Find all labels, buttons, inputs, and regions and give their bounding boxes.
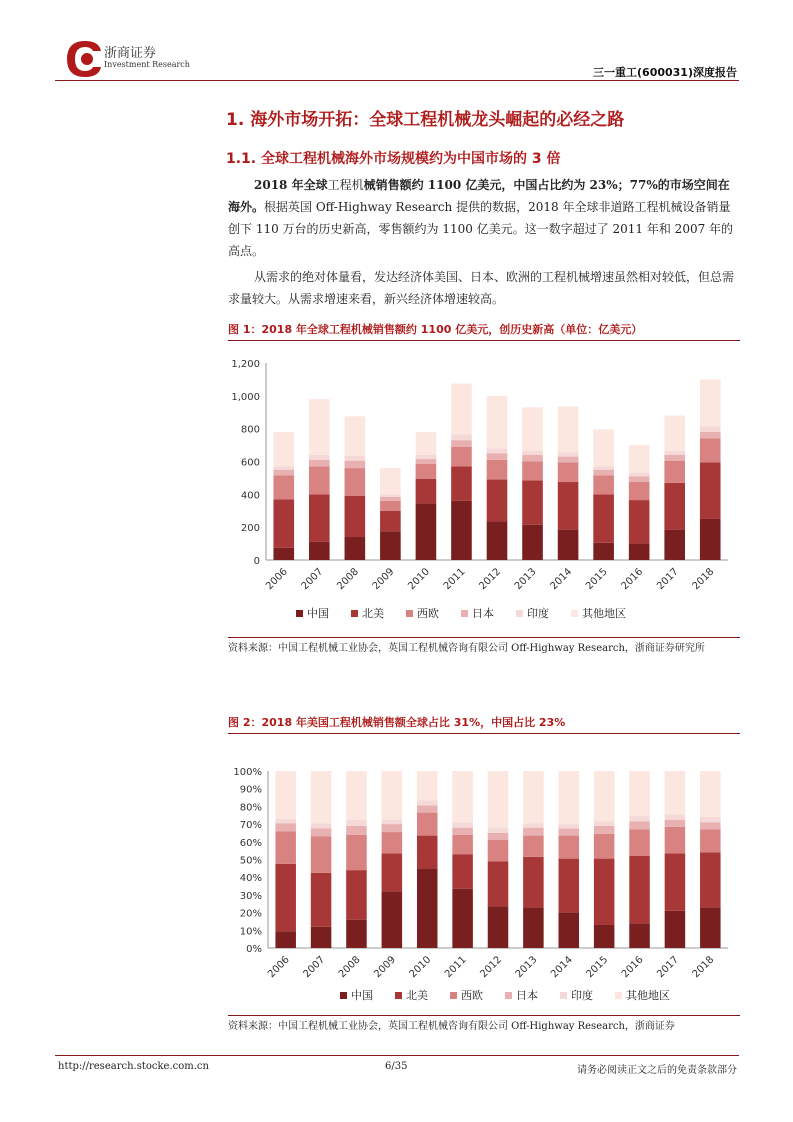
bar-segment xyxy=(664,461,685,483)
x-tick-label: 2011 xyxy=(442,954,469,981)
bar-segment xyxy=(558,482,579,530)
bar-segment xyxy=(629,923,650,948)
legend-label: 中国 xyxy=(307,607,329,620)
bar-segment xyxy=(558,407,579,453)
bar-segment xyxy=(452,854,473,889)
bar-segment xyxy=(416,459,437,464)
bar-segment xyxy=(664,455,685,461)
bar-segment xyxy=(417,771,438,800)
bar-segment xyxy=(417,800,438,805)
bar-segment xyxy=(382,824,403,832)
legend-label: 北美 xyxy=(362,607,384,620)
footer-divider xyxy=(55,1055,739,1056)
bar-segment xyxy=(417,868,438,948)
bar-segment xyxy=(629,544,650,560)
y-tick-label: 90% xyxy=(239,784,262,796)
bar-segment xyxy=(487,453,508,460)
legend-swatch xyxy=(351,610,358,617)
legend-label: 日本 xyxy=(472,607,494,620)
bar-segment xyxy=(345,416,366,455)
bar-segment xyxy=(380,511,401,532)
legend-label: 印度 xyxy=(527,607,549,620)
x-tick-label: 2011 xyxy=(441,566,468,593)
paragraph-1 xyxy=(228,174,740,262)
bar-segment xyxy=(487,460,508,480)
bar-segment xyxy=(309,399,330,455)
bar-segment xyxy=(309,542,330,560)
bar-segment xyxy=(700,519,721,560)
bar-segment xyxy=(629,500,650,544)
bar-segment xyxy=(594,834,615,859)
bar-segment xyxy=(629,816,650,821)
bar-segment xyxy=(522,407,543,451)
bar-segment xyxy=(309,460,330,467)
bar-segment xyxy=(416,455,437,459)
bar-segment xyxy=(417,806,438,813)
y-tick-label: 0% xyxy=(246,944,262,955)
bar-segment xyxy=(311,927,332,948)
bar-segment xyxy=(488,828,509,833)
bar-segment xyxy=(559,824,580,828)
bar-segment xyxy=(523,857,544,907)
bar-segment xyxy=(275,771,296,819)
y-tick-label: 1,200 xyxy=(231,359,260,370)
bar-segment xyxy=(451,434,472,440)
bar-segment xyxy=(594,826,615,834)
legend-swatch xyxy=(461,610,468,617)
bar-segment xyxy=(382,891,403,948)
legend-swatch xyxy=(395,992,402,999)
bar-segment xyxy=(593,475,614,494)
bar-segment xyxy=(452,771,473,822)
bar-segment xyxy=(452,835,473,854)
paragraph-2: 从需求的绝对体量看，发达经济体美国、日本、欧洲的工程机械增速虽然相对较低，但总需求量较大。从需求增速来看，新兴经济体增速较高。 xyxy=(228,270,735,306)
bar-segment xyxy=(380,501,401,511)
x-tick-label: 2008 xyxy=(336,954,363,981)
x-tick-label: 2017 xyxy=(655,566,681,593)
figure-2-title: 图 2：2018 年美国工程机械销售额全球占比 31%，中国占比 23% xyxy=(228,716,566,729)
bar-segment xyxy=(345,468,366,496)
bar-segment xyxy=(346,826,367,835)
bar-segment xyxy=(380,497,401,501)
x-tick-label: 2016 xyxy=(619,566,646,593)
x-tick-label: 2016 xyxy=(619,954,646,981)
bar-segment xyxy=(629,445,650,473)
bar-segment xyxy=(273,499,294,547)
header-divider xyxy=(55,80,739,81)
bar-segment xyxy=(488,861,509,906)
x-tick-label: 2014 xyxy=(548,566,575,593)
bar-segment xyxy=(275,931,296,948)
bar-segment xyxy=(382,771,403,820)
legend-swatch xyxy=(560,992,567,999)
y-tick-label: 30% xyxy=(239,890,262,902)
bar-segment xyxy=(487,521,508,560)
bar-segment xyxy=(273,432,294,466)
x-tick-label: 2006 xyxy=(264,566,290,593)
bar-segment xyxy=(380,468,401,494)
bar-segment xyxy=(700,829,721,852)
bar-segment xyxy=(629,829,650,856)
bar-segment xyxy=(416,503,437,560)
bar-segment xyxy=(700,771,721,817)
bar-segment xyxy=(309,466,330,494)
bar-segment xyxy=(451,466,472,500)
bar-segment xyxy=(452,828,473,835)
bar-segment xyxy=(346,920,367,948)
bar-segment xyxy=(311,873,332,927)
bar-segment xyxy=(593,429,614,466)
x-tick-label: 2008 xyxy=(335,566,361,593)
bar-segment xyxy=(593,466,614,469)
bar-segment xyxy=(346,771,367,820)
legend-label: 西欧 xyxy=(417,607,439,620)
legend-label: 其他地区 xyxy=(626,989,670,1002)
bar-segment xyxy=(416,464,437,479)
bar-segment xyxy=(665,814,686,819)
bar-segment xyxy=(665,827,686,854)
bar-segment xyxy=(629,856,650,923)
subsection-heading: 1.1. 全球工程机械海外市场规模约为中国市场的 3 倍 xyxy=(226,151,561,167)
bar-segment xyxy=(700,852,721,907)
y-tick-label: 100% xyxy=(233,767,262,778)
x-tick-label: 2010 xyxy=(406,566,433,593)
bar-segment xyxy=(452,889,473,948)
legend-swatch xyxy=(571,610,578,617)
bar-segment xyxy=(664,530,685,560)
bar-segment xyxy=(345,496,366,537)
bar-segment xyxy=(523,907,544,948)
bar-segment xyxy=(311,823,332,828)
bar-segment xyxy=(275,864,296,931)
legend-swatch xyxy=(296,610,303,617)
bar-segment xyxy=(629,482,650,500)
bar-segment xyxy=(522,480,543,524)
bar-segment xyxy=(522,525,543,560)
bar-segment xyxy=(629,473,650,476)
y-tick-label: 60% xyxy=(239,837,262,849)
legend-label: 中国 xyxy=(351,989,373,1002)
bar-segment xyxy=(594,859,615,925)
legend-label: 北美 xyxy=(406,989,428,1002)
bar-segment xyxy=(593,470,614,476)
report-title: 三一重工(600031)深度报告 xyxy=(593,66,737,79)
bar-segment xyxy=(522,451,543,455)
bar-segment xyxy=(451,447,472,467)
x-tick-label: 2015 xyxy=(583,566,610,593)
p1-bold-a: 2018 年全球 xyxy=(254,178,328,192)
bar-segment xyxy=(594,925,615,948)
x-tick-label: 2009 xyxy=(370,566,397,593)
bar-segment xyxy=(488,771,509,828)
bar-segment xyxy=(416,479,437,504)
y-tick-label: 0 xyxy=(253,556,260,567)
bar-segment xyxy=(629,821,650,829)
figure-2-bottom-rule xyxy=(228,1015,740,1016)
bar-segment xyxy=(700,907,721,948)
x-tick-label: 2013 xyxy=(513,954,540,981)
figure-1-source: 资料来源：中国工程机械工业协会，英国工程机械咨询有限公司 Off-Highway Research，浙商证券研究所 xyxy=(228,643,705,654)
bar-segment xyxy=(523,828,544,836)
bar-segment xyxy=(665,820,686,827)
footer-disclaimer: 请务必阅读正文之后的免责条款部分 xyxy=(577,1065,737,1076)
bar-segment xyxy=(346,820,367,826)
bar-segment xyxy=(416,432,437,455)
figure-2-chart xyxy=(228,755,740,1013)
bar-segment xyxy=(700,462,721,519)
x-tick-label: 2007 xyxy=(299,566,326,593)
bar-segment xyxy=(417,813,438,836)
legend-label: 西欧 xyxy=(461,989,483,1002)
legend-swatch xyxy=(406,610,413,617)
bar-segment xyxy=(345,456,366,461)
bar-segment xyxy=(558,452,579,456)
bar-segment xyxy=(559,913,580,948)
x-tick-label: 2010 xyxy=(407,954,434,981)
bar-segment xyxy=(417,836,438,869)
legend-label: 日本 xyxy=(516,989,538,1002)
bar-segment xyxy=(311,771,332,823)
bar-segment xyxy=(345,461,366,468)
bar-segment xyxy=(559,859,580,913)
y-tick-label: 600 xyxy=(240,457,260,469)
footer-url[interactable]: http://research.stocke.com.cn xyxy=(58,1061,209,1072)
legend-label: 其他地区 xyxy=(582,607,626,620)
bar-segment xyxy=(700,426,721,432)
y-tick-label: 70% xyxy=(239,820,262,832)
bar-segment xyxy=(275,823,296,831)
x-tick-label: 2009 xyxy=(372,954,398,981)
bar-segment xyxy=(629,476,650,482)
x-tick-label: 2014 xyxy=(549,954,575,981)
bar-segment xyxy=(593,543,614,560)
figure-2-source: 资料来源：中国工程机械工业协会，英国工程机械咨询有限公司 Off-Highway Research，浙商证券 xyxy=(228,1021,675,1032)
bar-segment xyxy=(451,440,472,447)
x-tick-label: 2017 xyxy=(655,954,682,981)
company-name-en: Investment Research xyxy=(104,60,190,69)
p1-plain-b: 根据英国 Off-Highway Research 提供的数据，2018 年全球非道路工程机械设备销量创下 110 万台的历史新高，零售额约为 1100 亿美元。这一数字超过了 2011 年和 2007 年的高点。 xyxy=(228,200,734,258)
bar-segment xyxy=(664,451,685,455)
bar-segment xyxy=(488,840,509,861)
legend-swatch xyxy=(450,992,457,999)
bar-segment xyxy=(487,448,508,453)
bar-segment xyxy=(346,835,367,870)
bar-segment xyxy=(559,836,580,859)
bar-segment xyxy=(345,537,366,560)
legend-label: 印度 xyxy=(571,989,593,1002)
x-tick-label: 2013 xyxy=(512,566,539,593)
x-tick-label: 2015 xyxy=(584,954,611,981)
legend-swatch xyxy=(505,992,512,999)
bar-segment xyxy=(558,457,579,463)
bar-segment xyxy=(273,548,294,560)
bar-segment xyxy=(380,531,401,560)
figure-1-top-rule xyxy=(228,340,740,341)
bar-segment xyxy=(488,833,509,840)
bar-segment xyxy=(273,470,294,476)
bar-segment xyxy=(275,831,296,864)
bar-segment xyxy=(309,455,330,460)
bar-segment xyxy=(700,817,721,822)
y-tick-label: 800 xyxy=(240,424,260,436)
bar-segment xyxy=(522,462,543,481)
bar-segment xyxy=(665,771,686,814)
p1-bold-b: 械销售额约 1100 亿美元，中国占比约为 23%；77%的市场空间在海外。 xyxy=(228,178,730,214)
bar-segment xyxy=(451,501,472,560)
bar-segment xyxy=(382,832,403,853)
bar-segment xyxy=(382,853,403,891)
bar-segment xyxy=(275,819,296,823)
legend-swatch xyxy=(516,610,523,617)
section-heading: 1. 海外市场开拓：全球工程机械龙头崛起的必经之路 xyxy=(226,110,625,130)
y-tick-label: 40% xyxy=(239,873,262,885)
bar-segment xyxy=(487,480,508,522)
figure-1-bottom-rule xyxy=(228,637,740,638)
bar-segment xyxy=(629,771,650,816)
bar-segment xyxy=(273,466,294,469)
bar-segment xyxy=(452,822,473,827)
bar-segment xyxy=(700,439,721,463)
bar-segment xyxy=(594,821,615,825)
bar-segment xyxy=(665,853,686,911)
legend-swatch xyxy=(340,992,347,999)
y-tick-label: 50% xyxy=(239,855,262,867)
x-tick-label: 2018 xyxy=(690,566,717,593)
x-tick-label: 2012 xyxy=(477,566,504,593)
bar-segment xyxy=(346,870,367,920)
x-tick-label: 2012 xyxy=(478,954,505,981)
y-tick-label: 1,000 xyxy=(231,391,260,403)
bar-segment xyxy=(700,432,721,439)
bar-segment xyxy=(522,455,543,462)
bar-segment xyxy=(311,829,332,837)
y-tick-label: 200 xyxy=(240,523,260,535)
figure-1-title: 图 1：2018 年全球工程机械销售额约 1100 亿美元，创历史新高（单位：亿美元） xyxy=(228,323,643,336)
x-tick-label: 2006 xyxy=(266,954,292,981)
bar-segment xyxy=(558,462,579,482)
y-tick-label: 10% xyxy=(239,926,262,938)
bar-segment xyxy=(664,416,685,451)
bar-segment xyxy=(664,483,685,530)
page-number: 6/35 xyxy=(385,1061,408,1072)
x-tick-label: 2018 xyxy=(690,954,717,981)
bar-segment xyxy=(273,475,294,499)
bar-segment xyxy=(487,396,508,449)
bar-segment xyxy=(523,823,544,827)
bar-segment xyxy=(558,530,579,560)
y-tick-label: 400 xyxy=(240,490,260,502)
bar-segment xyxy=(380,494,401,496)
bar-segment xyxy=(451,384,472,435)
bar-segment xyxy=(309,494,330,542)
company-name-cn: 浙商证券 xyxy=(104,46,157,61)
bar-segment xyxy=(700,379,721,426)
y-tick-label: 20% xyxy=(239,908,262,920)
bar-segment xyxy=(311,836,332,872)
figure-2-top-rule xyxy=(228,733,740,734)
x-tick-label: 2007 xyxy=(301,954,328,981)
bar-segment xyxy=(488,906,509,948)
y-tick-label: 80% xyxy=(239,802,262,814)
bar-segment xyxy=(382,820,403,824)
legend-swatch xyxy=(615,992,622,999)
bar-segment xyxy=(523,836,544,857)
bar-segment xyxy=(593,494,614,542)
bar-segment xyxy=(665,911,686,948)
p1-plain-a: 工程机 xyxy=(327,178,364,192)
bar-segment xyxy=(559,829,580,836)
figure-1-chart xyxy=(228,345,740,635)
bar-segment xyxy=(700,822,721,829)
bar-segment xyxy=(559,771,580,824)
bar-segment xyxy=(594,771,615,821)
bar-segment xyxy=(523,771,544,823)
